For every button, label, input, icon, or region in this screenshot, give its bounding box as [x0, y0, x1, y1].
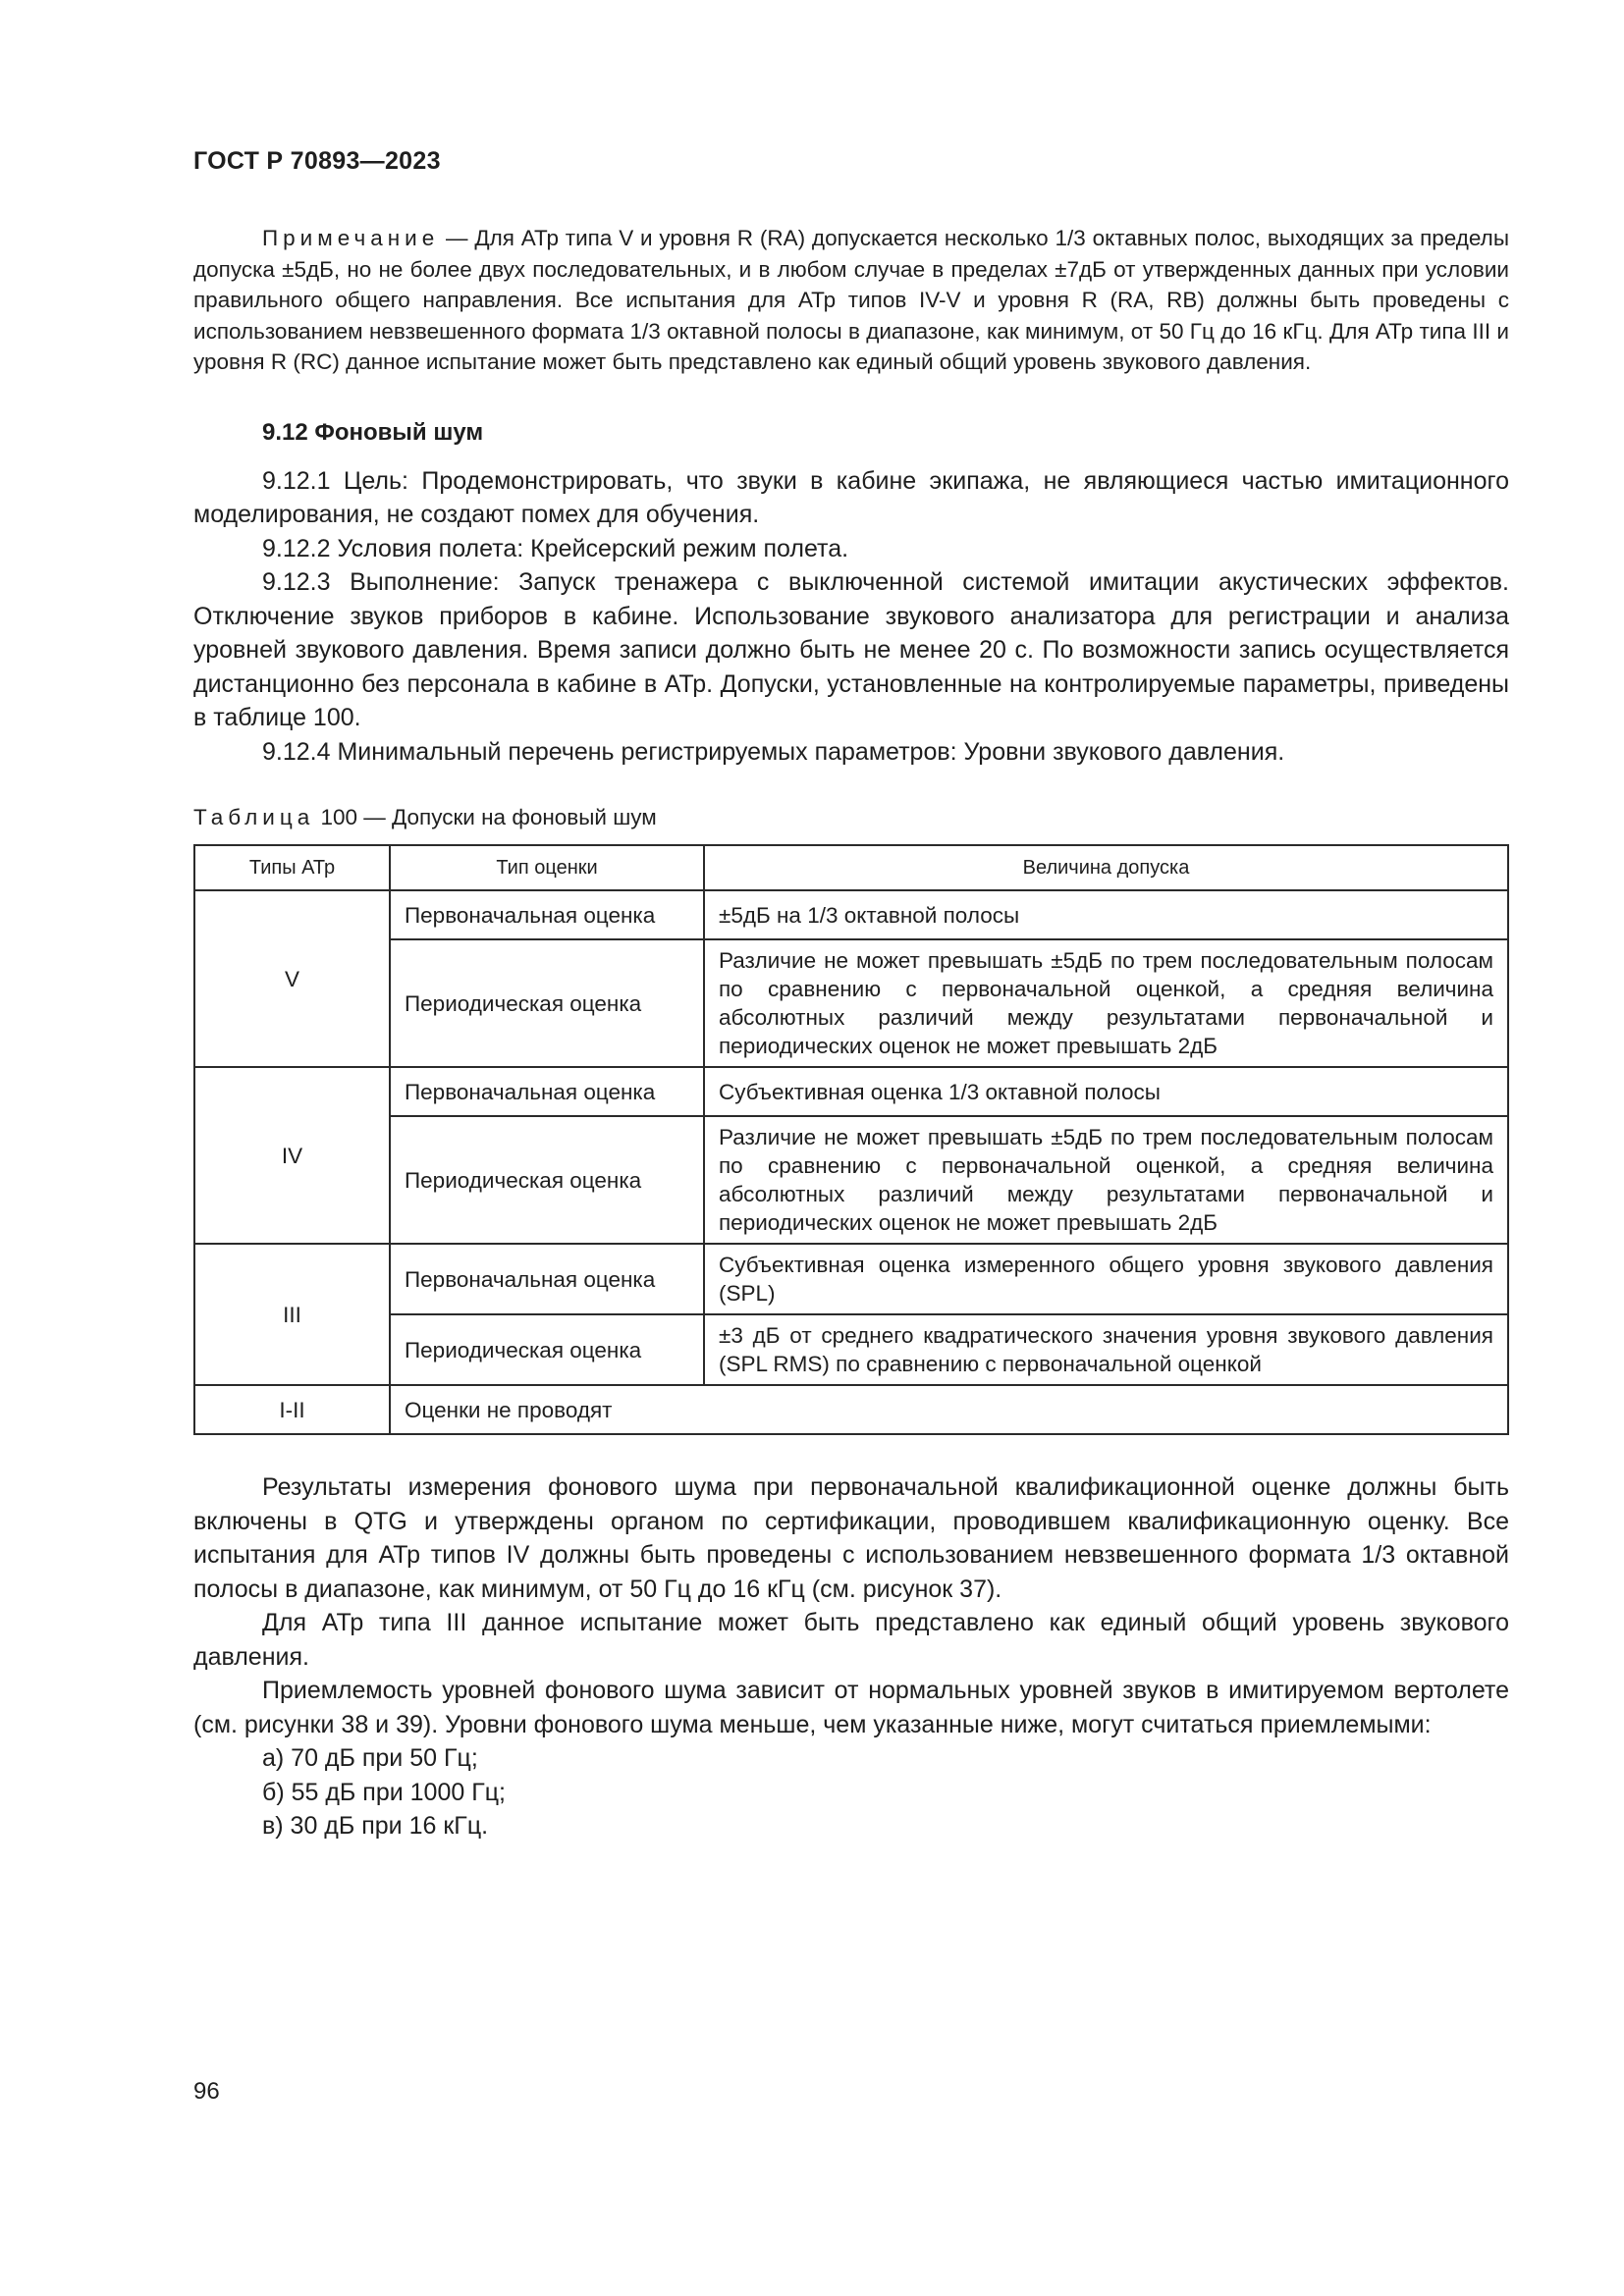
- type-iii-paragraph: Для АТр типа III данное испытание может быть представлено как единый общий уровень звукового давления.: [193, 1609, 1509, 1671]
- tolerance-cell: ±5дБ на 1/3 октавной полосы: [704, 890, 1508, 939]
- evaluation-cell: Периодическая оценка: [390, 1314, 704, 1385]
- header-evaluation: Тип оценки: [390, 845, 704, 890]
- table-caption-label: Таблица: [193, 805, 315, 829]
- section-title: 9.12 Фоновый шум: [262, 418, 484, 446]
- evaluation-cell: Периодическая оценка: [390, 1116, 704, 1244]
- tolerance-table: [193, 844, 1509, 1435]
- table-row: [194, 890, 1508, 939]
- evaluation-cell: Периодическая оценка: [390, 939, 704, 1067]
- header-type: Типы АТр: [194, 845, 390, 890]
- table-row: [194, 1116, 1508, 1244]
- after-table-text: [193, 1470, 1509, 1843]
- table-caption-text: 100 — Допуски на фоновый шум: [314, 805, 657, 829]
- note-label: Примечание: [262, 226, 440, 250]
- no-evaluation-cell: Оценки не проводят: [390, 1385, 1508, 1434]
- section-paragraph-goal: 9.12.1 Цель: Продемонстрировать, что звуки в кабине экипажа, не являющиеся частью имитационного моделирования, не создают помех для обучения.: [193, 466, 1509, 528]
- table-row: [194, 1314, 1508, 1385]
- acceptability-paragraph: Приемлемость уровней фонового шума зависит от нормальных уровней звуков в имитируемом вертолете (см. рисунки 38 и 39). Уровни фонового шума меньше, чем указанные ниже, могут считаться приемлемыми:: [193, 1677, 1509, 1738]
- section-paragraph-execution: 9.12.3 Выполнение: Запуск тренажера с выключенной системой имитации акустических эффектов. Отключение звуков приборов в кабине. Использование звукового анализатора для регистрации и анализа уровней звукового давления. Время записи должно быть не менее 20 с. По возможности запись осуществляется дистанционно без персонала в кабине в АТр. Допуски, установленные на контролируемые параметры, приведены в таблице 100.: [193, 568, 1509, 731]
- note-paragraph: [193, 223, 1509, 378]
- tolerance-cell: Различие не может превышать ±5дБ по трем последовательным полосам по сравнению с первоначальной оценкой, а средняя величина абсолютных различий между результатами первоначальной и периодических оценок не может превышать 2дБ: [704, 1116, 1508, 1244]
- note-text: — Для АТр типа V и уровня R (RA) допускается несколько 1/3 октавных полос, выходящих за пределы допуска ±5дБ, но не более двух последовательных, и в любом случае в пределах ±7дБ от утвержденных данных при условии правильного общего направления. Все испытания для АТр типов IV-V и уровня R (RA, RB) должны быть проведены с использованием невзвешенного формата 1/3 октавной полосы в диапазоне, как минимум, от 50 Гц до 16 кГц. Для АТр типа III и уровня R (RC) данное испытание может быть представлено как единый общий уровень звукового давления.: [193, 226, 1509, 374]
- table-row: [194, 939, 1508, 1067]
- page-content: [193, 223, 1509, 1843]
- evaluation-cell: Первоначальная оценка: [390, 1067, 704, 1116]
- tolerance-cell: ±3 дБ от среднего квадратического значения уровня звукового давления (SPL RMS) по сравнению с первоначальной оценкой: [704, 1314, 1508, 1385]
- evaluation-cell: Первоначальная оценка: [390, 890, 704, 939]
- type-cell-i-ii: I-II: [194, 1385, 390, 1434]
- list-item: а) 70 дБ при 50 Гц;: [262, 1744, 478, 1772]
- table-row: [194, 1067, 1508, 1116]
- section-paragraph-parameters: 9.12.4 Минимальный перечень регистрируемых параметров: Уровни звукового давления.: [262, 737, 1285, 766]
- page-number: 96: [193, 2078, 220, 2105]
- tolerance-cell: Субъективная оценка измеренного общего уровня звукового давления (SPL): [704, 1244, 1508, 1314]
- table-header-row: [194, 845, 1508, 890]
- table-caption: [193, 805, 1509, 830]
- header-tolerance: Величина допуска: [704, 845, 1508, 890]
- type-cell-iii: III: [194, 1244, 390, 1385]
- table-row: [194, 1244, 1508, 1314]
- table-row: [194, 1385, 1508, 1434]
- tolerance-cell: Различие не может превышать ±5дБ по трем последовательным полосам по сравнению с первоначальной оценкой, а средняя величина абсолютных различий между результатами первоначальной и периодических оценок не может превышать 2дБ: [704, 939, 1508, 1067]
- document-header: ГОСТ Р 70893—2023: [193, 147, 441, 175]
- type-cell-iv: IV: [194, 1067, 390, 1244]
- list-item: б) 55 дБ при 1000 Гц;: [262, 1778, 506, 1806]
- section-paragraph-conditions: 9.12.2 Условия полета: Крейсерский режим полета.: [262, 534, 849, 562]
- list-item: в) 30 дБ при 16 кГц.: [262, 1812, 489, 1840]
- results-paragraph: Результаты измерения фонового шума при первоначальной квалификационной оценке должны быть включены в QTG и утверждены органом по сертификации, проводившем квалификационную оценку. Все испытания для АТр типов IV должны быть проведены с использованием невзвешенного формата 1/3 октавной полосы в диапазоне, как минимум, от 50 Гц до 16 кГц (см. рисунок 37).: [193, 1473, 1509, 1603]
- evaluation-cell: Первоначальная оценка: [390, 1244, 704, 1314]
- type-cell-v: V: [194, 890, 390, 1067]
- tolerance-cell: Субъективная оценка 1/3 октавной полосы: [704, 1067, 1508, 1116]
